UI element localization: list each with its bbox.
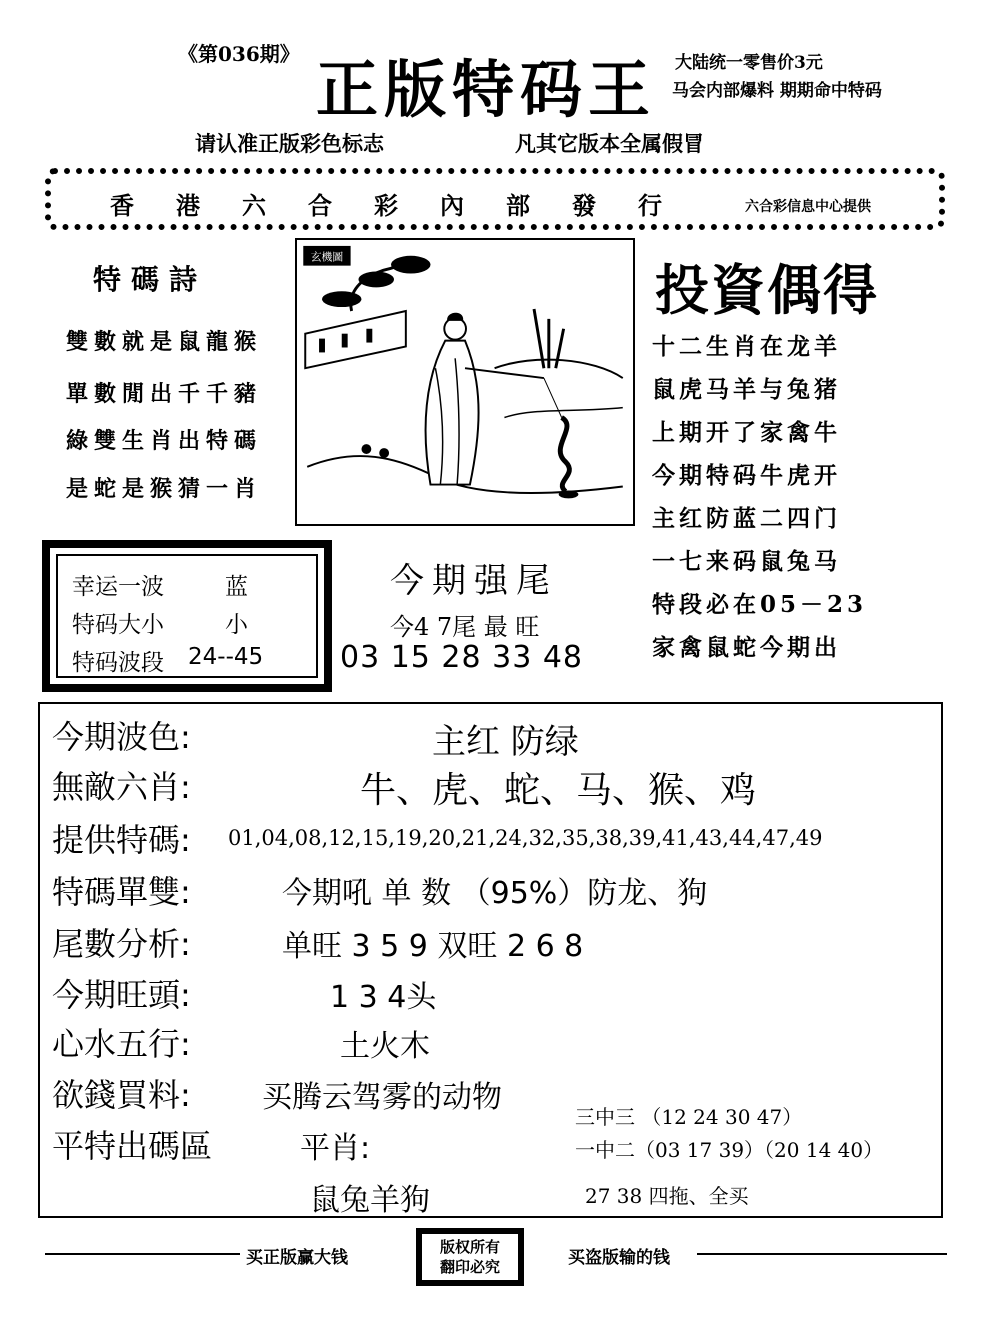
- tail-label: 尾數分析:: [52, 925, 191, 963]
- oddeven-label: 特碼單雙:: [52, 873, 191, 911]
- zone-animals: 鼠兔羊狗: [310, 1183, 430, 1218]
- lucky-wave-value: 蓝: [225, 574, 248, 600]
- footer-rule-left: [45, 1253, 240, 1255]
- strong-tail-subtitle: 今4 7尾 最 旺: [390, 613, 540, 641]
- notice-left: 请认准正版彩色标志: [195, 131, 384, 156]
- footer-rule-right: [697, 1253, 947, 1255]
- notice-right: 凡其它版本全属假冒: [515, 131, 704, 156]
- lucky-size-value: 小: [225, 612, 248, 638]
- element-label: 心水五行:: [52, 1025, 191, 1063]
- zone-value: 平肖:: [300, 1131, 371, 1166]
- copyright-line: 翻印必究: [439, 1258, 500, 1276]
- tail-value: 单旺 3 5 9 双旺 2 6 8: [282, 929, 584, 964]
- copyright-box: [416, 1228, 524, 1286]
- price-text: 大陆统一零售价3元: [675, 53, 823, 73]
- invest-line: 一七来码鼠兔马: [652, 548, 841, 575]
- provide-label: 提供特碼:: [52, 821, 191, 859]
- invest-line: 特段必在05－23: [652, 591, 868, 618]
- invest-line: 主红防蓝二四门: [652, 505, 841, 532]
- strong-tail-title: 今期强尾: [390, 561, 558, 601]
- poem-line: 雙數就是鼠龍猴: [66, 329, 263, 355]
- issue-number: 《第036期》: [178, 42, 300, 66]
- combo-line: 三中三 （12 24 30 47）: [575, 1105, 803, 1129]
- strong-tail-numbers: 03 15 28 33 48: [340, 640, 584, 675]
- picture-stamp: 玄機圖: [310, 250, 344, 264]
- invest-line: 十二生肖在龙羊: [652, 333, 841, 360]
- zone-label: 平特出碼區: [52, 1127, 213, 1165]
- invest-line: 今期特码牛虎开: [652, 462, 841, 489]
- footer-right-text: 买盗版输的钱: [568, 1248, 670, 1268]
- lucky-range-value: 24--45: [188, 644, 264, 670]
- tagline-text: 马会内部爆料 期期命中特码: [672, 81, 882, 101]
- lucky-wave-label: 幸运一波: [72, 574, 164, 600]
- fishing-woman-illustration: [297, 240, 633, 524]
- invest-line: 家禽鼠蛇今期出: [652, 634, 841, 661]
- oddeven-value: 今期吼 单 数 （95%）防龙、狗: [282, 876, 708, 911]
- lucky-range-label: 特码波段: [72, 650, 164, 676]
- provide-value: 01,04,08,12,15,19,20,21,24,32,35,38,39,41,43,44,47,49: [228, 826, 823, 850]
- combo-line: 一中二（03 17 39）（20 14 40）: [575, 1138, 884, 1162]
- lucky-size-label: 特码大小: [72, 612, 164, 638]
- poem-line: 單數閒出千千豬: [66, 381, 263, 407]
- poem-title: 特碼詩: [93, 263, 208, 296]
- head-label: 今期旺頭:: [52, 976, 191, 1014]
- invest-title: 投資偶得: [655, 258, 879, 322]
- invest-line: 鼠虎马羊与兔猪: [652, 376, 841, 403]
- invest-line: 上期开了家禽牛: [652, 419, 841, 446]
- wave-value: 主红 防绿: [432, 722, 579, 762]
- copyright-line: 版权所有: [439, 1238, 500, 1256]
- head-value: 1 3 4头: [330, 980, 437, 1015]
- wave-label: 今期波色:: [52, 718, 191, 756]
- combo-line: 27 38 四拖、全买: [585, 1184, 749, 1208]
- footer-left-text: 买正版赢大钱: [246, 1248, 348, 1268]
- page-title: 正版特码王: [316, 53, 657, 126]
- poem-line: 綠雙生肖出特碼: [66, 428, 263, 454]
- issuer-text: 香港六合彩內部發行: [110, 191, 704, 220]
- buy-label: 欲錢買料:: [52, 1076, 191, 1114]
- poem-line: 是蛇是猴猜一肖: [66, 476, 263, 502]
- six-value: 牛、虎、蛇、马、猴、鸡: [360, 770, 757, 811]
- six-label: 無敵六肖:: [52, 768, 191, 806]
- buy-value: 买腾云驾雾的动物: [262, 1080, 502, 1115]
- riddle-picture: [295, 238, 635, 526]
- provider-text: 六合彩信息中心提供: [745, 199, 871, 215]
- element-value: 土火木: [340, 1029, 430, 1064]
